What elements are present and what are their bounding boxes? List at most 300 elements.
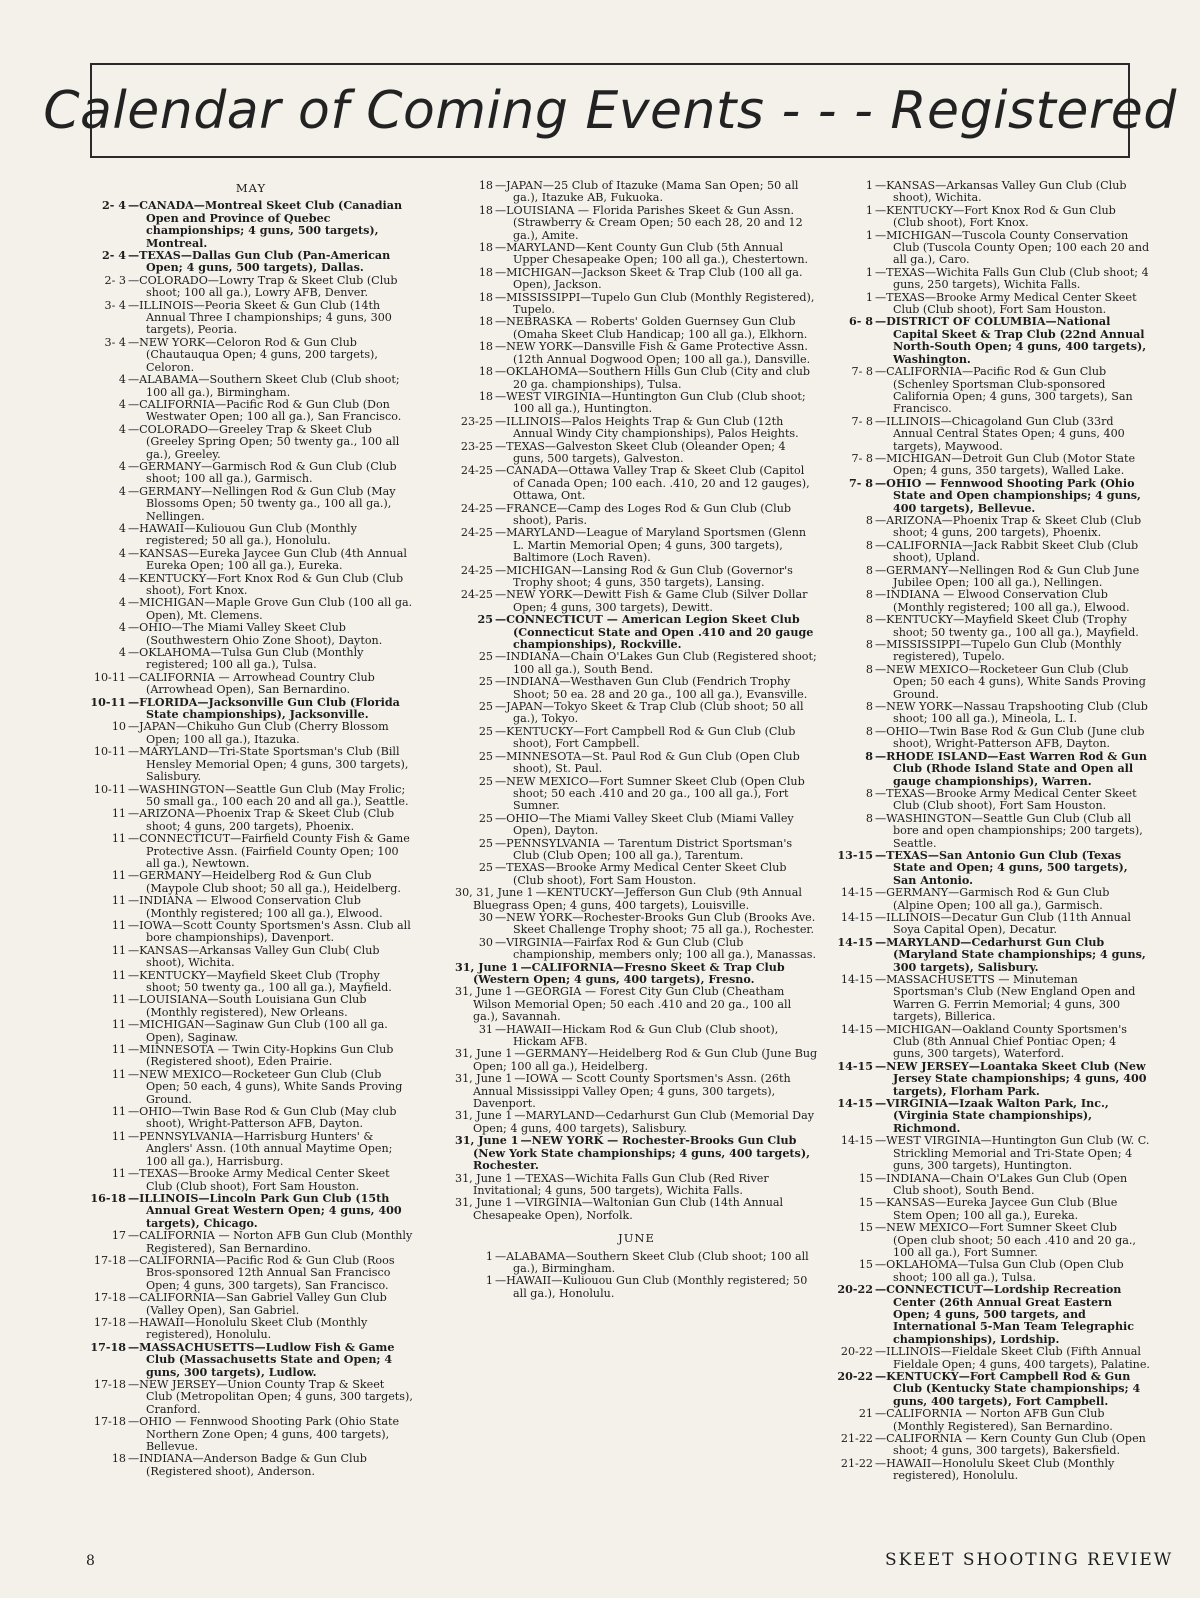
- event-date: 4: [118, 397, 126, 411]
- event-text: KENTUCKY—Jefferson Gun Club (9th Annual Bluegrass Open; 4 guns, 400 targets), Louisville.: [473, 886, 802, 912]
- event-text: ALABAMA—Southern Skeet Club (Club shoot; 100 all ga.), Birmingham.: [139, 373, 400, 399]
- event-text: CONNECTICUT — American Legion Skeet Club (Connecticut State and Open .410 and 20 gauge championships), Rockville.: [506, 613, 814, 652]
- event-date: 7- 8: [848, 476, 873, 490]
- event-text: HAWAII—Honolulu Skeet Club (Monthly registered), Honolulu.: [139, 1315, 368, 1342]
- event-date: 4: [118, 546, 126, 560]
- event-entry: 4 —GERMANY—Nellingen Rod & Gun Club (May Blossoms Open; 50 twenty ga., 100 all ga.), Nellingen.: [88, 486, 414, 523]
- event-entry: 10-11 —MARYLAND—Tri-State Sportsman's Club (Bill Hensley Memorial Open; 4 guns, 300 targets), Salisbury.: [88, 746, 414, 783]
- event-date: 20-22: [837, 1370, 873, 1383]
- event-date: 4: [118, 621, 126, 635]
- event-entry: 14-15 —ILLINOIS—Decatur Gun Club (11th Annual Soya Capital Open), Decatur.: [835, 912, 1150, 937]
- event-text: NEW YORK — Rochester-Brooks Gun Club (New York State championships; 4 guns, 400 targets), Rochester.: [473, 1134, 810, 1173]
- event-entry: 21-22 —HAWAII—Honolulu Skeet Club (Monthly registered), Honolulu.: [835, 1458, 1150, 1483]
- event-date: 30: [478, 935, 493, 949]
- event-date: 4: [118, 459, 126, 473]
- event-entry: 18 —NEW YORK—Dansville Fish & Game Protective Assn. (12th Annual Dogwood Open; 100 all ga.), Dansville.: [455, 341, 818, 366]
- event-date: 16-18: [90, 1191, 126, 1205]
- event-text: DISTRICT OF COLUMBIA—National Capital Skeet & Trap Club (22nd Annual North-South Open; 4 guns, 400 targets), Washington.: [886, 315, 1147, 366]
- event-text: CONNECTICUT—Lordship Recreation Center (26th Annual Great Eastern Open; 4 guns, 500 targets, and International 5-Man Team Telegraphic championships), Lordship.: [886, 1283, 1135, 1346]
- event-entry: 10-11 —WASHINGTON—Seattle Gun Club (May Frolic; 50 small ga., 100 each 20 and all ga.), Seattle.: [88, 784, 414, 809]
- event-date: 10-11: [93, 670, 126, 684]
- event-date: 8: [865, 786, 873, 800]
- event-date: 10-11: [93, 745, 126, 759]
- event-entry: 11 —MINNESOTA — Twin City-Hopkins Gun Club (Registered shoot), Eden Prairie.: [88, 1044, 414, 1069]
- event-entry: 8 —RHODE ISLAND—East Warren Rod & Gun Club (Rhode Island State and Open all gauge championships), Warren.: [835, 751, 1150, 788]
- event-text: COLORADO—Lowry Trap & Skeet Club (Club shoot; 100 all ga.), Lowry AFB, Denver.: [139, 273, 398, 300]
- event-entry: 17-18 —CALIFORNIA—San Gabriel Valley Gun Club (Valley Open), San Gabriel.: [88, 1292, 414, 1317]
- event-entry: 25 —INDIANA—Westhaven Gun Club (Fendrich Trophy Shoot; 50 ea. 28 and 20 ga., 100 all ga.), Evansville.: [455, 676, 818, 701]
- event-text: MARYLAND—League of Maryland Sportsmen (Glenn L. Martin Memorial Open; 4 guns, 300 targets), Baltimore (Loch Raven).: [506, 526, 807, 565]
- event-text: WEST VIRGINIA—Huntington Gun Club (Club shoot; 100 all ga.), Huntington.: [506, 389, 806, 416]
- event-entry: 31, June 1 —VIRGINIA—Waltonian Gun Club (14th Annual Chesapeake Open), Norfolk.: [455, 1196, 784, 1222]
- event-entry: 25 —CONNECTICUT — American Legion Skeet Club (Connecticut State and Open .410 and 20 gauge championships), Rockville.: [455, 614, 818, 651]
- event-entry: 18 —MICHIGAN—Jackson Skeet & Trap Club (100 all ga. Open), Jackson.: [455, 267, 818, 292]
- event-entry: 31, June 1 —IOWA — Scott County Sportsmen's Assn. (26th Annual Mississippi Valley Open; 4 guns, 300 targets), Davenport.: [455, 1072, 791, 1111]
- month-heading: MAY: [235, 181, 267, 195]
- event-text: KENTUCKY—Fort Campbell Rod & Gun Club (Club shoot), Fort Campbell.: [506, 724, 796, 751]
- event-entry: 17-18 —MASSACHUSETTS—Ludlow Fish & Game Club (Massachusetts State and Open; 4 guns, 300 targets), Ludlow.: [88, 1342, 414, 1379]
- event-date: 18: [478, 389, 493, 403]
- event-date: 31, June 1: [455, 1134, 519, 1148]
- event-date: 25: [478, 724, 493, 738]
- event-entry: 11 —GERMANY—Heidelberg Rod & Gun Club (Maypole Club shoot; 50 all ga.), Heidelberg.: [88, 870, 414, 895]
- event-entry: 7- 8 —MICHIGAN—Detroit Gun Club (Motor State Open; 4 guns, 350 targets), Walled Lake.: [835, 453, 1150, 478]
- event-date: 7- 8: [851, 414, 873, 428]
- event-date: 8: [865, 613, 873, 627]
- event-text: OKLAHOMA—Tulsa Gun Club (Monthly registered; 100 all ga.), Tulsa.: [139, 646, 364, 672]
- event-text: NEW YORK—Rochester-Brooks Gun Club (Brooks Ave. Skeet Challenge Trophy shoot; 75 all ga.), Rochester.: [506, 910, 816, 937]
- calendar-column-1: [88, 180, 414, 1478]
- event-date: 1: [865, 290, 873, 304]
- event-text: HAWAII—Kuliouou Gun Club (Monthly registered; 50 all ga.), Honolulu.: [506, 1274, 808, 1300]
- event-entry: 8 —GERMANY—Nellingen Rod & Gun Club June Jubilee Open; 100 all ga.), Nellingen.: [835, 565, 1150, 590]
- event-text: GERMANY—Garmisch Rod & Gun Club (Club shoot; 100 all ga.), Garmisch.: [139, 459, 397, 486]
- event-entry: 15 —NEW MEXICO—Fort Sumner Skeet Club (Open club shoot; 50 each .410 and 20 ga., 100 all ga.), Fort Sumner.: [835, 1222, 1150, 1259]
- event-entry: 18 —LOUISIANA — Florida Parishes Skeet & Gun Assn. (Strawberry & Cream Open; 50 each 28, 20 and 12 ga.), Amite.: [455, 205, 818, 242]
- event-text: INDIANA—Westhaven Gun Club (Fendrich Trophy Shoot; 50 ea. 28 and 20 ga., 100 all ga.), Evansville.: [506, 675, 808, 701]
- event-entry: 4 —ALABAMA—Southern Skeet Club (Club shoot; 100 all ga.), Birmingham.: [88, 374, 414, 399]
- event-date: 18: [478, 315, 493, 329]
- event-entry: 15 —OKLAHOMA—Tulsa Gun Club (Open Club shoot; 100 all ga.), Tulsa.: [835, 1259, 1150, 1284]
- event-entry: 31, June 1 —NEW YORK — Rochester-Brooks Gun Club (New York State championships; 4 guns, 400 targets), Rochester.: [455, 1134, 810, 1173]
- event-entry: 17-18 —CALIFORNIA—Pacific Rod & Gun Club (Roos Bros-sponsored 12th Annual San Francisco Open; 4 guns, 300 targets), San Francisco.: [88, 1255, 414, 1292]
- event-text: KENTUCKY—Fort Knox Rod & Gun Club (Club shoot), Fort Knox.: [886, 203, 1116, 230]
- event-text: MISSISSIPPI—Tupelo Gun Club (Monthly Registered), Tupelo.: [506, 290, 815, 317]
- event-text: GERMANY—Nellingen Rod & Gun Club (May Blossoms Open; 50 twenty ga., 100 all ga.), Nellingen.: [139, 484, 396, 523]
- page-number: 8: [86, 1553, 95, 1569]
- event-text: WASHINGTON—Seattle Gun Club (Club all bore and open championships; 200 targets), Seattle.: [886, 811, 1143, 850]
- event-text: MARYLAND—Cedarhurst Gun Club (Memorial Day Open; 4 guns, 400 targets), Salisbury.: [473, 1109, 815, 1135]
- event-entry: 7- 8 —CALIFORNIA—Pacific Rod & Gun Club (Schenley Sportsman Club-sponsored California Open; 4 guns, 300 targets), San Francisco.: [835, 366, 1150, 416]
- event-text: HAWAII—Kuliouou Gun Club (Monthly registered; 50 all ga.), Honolulu.: [139, 521, 357, 548]
- event-entry: 4 —KENTUCKY—Fort Knox Rod & Gun Club (Club shoot), Fort Knox.: [88, 573, 414, 598]
- event-entry: 30, 31, June 1 —KENTUCKY—Jefferson Gun Club (9th Annual Bluegrass Open; 4 guns, 400 targets), Louisville.: [455, 886, 802, 912]
- event-text: MINNESOTA—St. Paul Rod & Gun Club (Open Club shoot), St. Paul.: [506, 749, 800, 776]
- event-entry: 4 —GERMANY—Garmisch Rod & Gun Club (Club shoot; 100 all ga.), Garmisch.: [88, 461, 414, 486]
- event-entry: 2- 3 —COLORADO—Lowry Trap & Skeet Club (Club shoot; 100 all ga.), Lowry AFB, Denver.: [88, 275, 414, 300]
- event-entry: 3- 4 —NEW YORK—Celoron Rod & Gun Club (Chautauqua Open; 4 guns, 200 targets), Celoron.: [88, 337, 414, 374]
- event-text: KANSAS—Eureka Jaycee Gun Club (4th Annual Eureka Open; 100 all ga.), Eureka.: [139, 546, 407, 573]
- event-date: 30: [478, 910, 493, 924]
- event-date: 10-11: [93, 782, 126, 796]
- event-text: OHIO—The Miami Valley Skeet Club (Southwestern Ohio Zone Shoot), Dayton.: [139, 621, 383, 647]
- event-text: WEST VIRGINIA—Huntington Gun Club (W. C. Strickling Memorial and Tri-State Open; 4 guns, 300 targets), Huntington.: [886, 1134, 1150, 1173]
- event-text: ILLINOIS—Fieldale Skeet Club (Fifth Annual Fieldale Open; 4 guns, 400 targets), Palatine.: [886, 1345, 1150, 1371]
- event-text: MARYLAND—Tri-State Sportsman's Club (Bill Hensley Memorial Open; 4 guns, 300 targets), Salisbury.: [139, 745, 409, 784]
- event-entry: 4 —KANSAS—Eureka Jaycee Gun Club (4th Annual Eureka Open; 100 all ga.), Eureka.: [88, 548, 414, 573]
- event-entry: 25 —OHIO—The Miami Valley Skeet Club (Miami Valley Open), Dayton.: [455, 813, 818, 838]
- event-text: TEXAS—Wichita Falls Gun Club (Club shoot; 4 guns, 250 targets), Wichita Falls.: [886, 265, 1149, 292]
- event-text: TEXAS—Galveston Skeet Club (Oleander Open; 4 guns, 500 targets), Galveston.: [506, 439, 786, 465]
- event-entry: 8 —TEXAS—Brooke Army Medical Center Skeet Club (Club shoot), Fort Sam Houston.: [835, 788, 1150, 813]
- event-date: 23-25: [460, 439, 493, 453]
- event-text: COLORADO—Greeley Trap & Skeet Club (Greeley Spring Open; 50 twenty ga., 100 all ga.), Greeley.: [139, 422, 400, 461]
- event-entry: 8 —OHIO—Twin Base Rod & Gun Club (June club shoot), Wright-Patterson AFB, Dayton.: [835, 726, 1150, 751]
- event-text: ILLINOIS—Chicagoland Gun Club (33rd Annual Central States Open; 4 guns, 400 targets), Maywood.: [886, 414, 1125, 453]
- event-text: CALIFORNIA — Norton AFB Gun Club (Monthly Registered), San Bernardino.: [886, 1407, 1113, 1433]
- event-date: 11: [111, 943, 126, 957]
- event-text: TEXAS—Brooke Army Medical Center Skeet Club (Club shoot), Fort Sam Houston.: [886, 786, 1137, 813]
- calendar-column-2: [455, 180, 818, 1300]
- event-text: ARIZONA—Phoenix Trap & Skeet Club (Club shoot; 4 guns, 200 targets), Phoenix.: [886, 513, 1142, 540]
- event-entry: 24-25 —CANADA—Ottawa Valley Trap & Skeet Club (Capitol of Canada Open; 100 each. .410, 20 and 12 gauges), Ottawa, Ont.: [455, 465, 818, 502]
- event-entry: 25 —JAPAN—Tokyo Skeet & Trap Club (Club shoot; 50 all ga.), Tokyo.: [455, 701, 818, 726]
- event-entry: 7- 8 —ILLINOIS—Chicagoland Gun Club (33rd Annual Central States Open; 4 guns, 400 targets), Maywood.: [835, 416, 1150, 453]
- event-date: 11: [111, 894, 126, 908]
- event-text: NEW YORK—Nassau Trapshooting Club (Club shoot; 100 all ga.), Mineola, L. I.: [886, 700, 1148, 726]
- event-text: MASSACHUSETTS — Minuteman Sportsman's Club (New England Open and Warren G. Ferrin Memorial; 4 guns, 300 targets), Billerica.: [886, 973, 1136, 1024]
- event-date: 7- 8: [851, 451, 873, 465]
- event-text: PENNSYLVANIA—Harrisburg Hunters' & Anglers' Assn. (10th annual Maytime Open; 100 all ga.), Harrisburg.: [139, 1129, 393, 1168]
- event-date: 17-18: [93, 1378, 126, 1391]
- event-text: NEW JERSEY—Union County Trap & Skeet Club (Metropolitan Open; 4 guns, 300 targets), Cranford.: [139, 1378, 413, 1416]
- event-entry: 20-22 —KENTUCKY—Fort Campbell Rod & Gun Club (Kentucky State championships; 4 guns, 400 targets), Fort Campbell.: [835, 1371, 1150, 1408]
- event-entry: 11 —MICHIGAN—Saginaw Gun Club (100 all ga. Open), Saginaw.: [88, 1019, 414, 1044]
- event-entry: 20-22 —ILLINOIS—Fieldale Skeet Club (Fifth Annual Fieldale Open; 4 guns, 400 targets), Palatine.: [835, 1346, 1150, 1371]
- event-date: 14-15: [840, 910, 873, 924]
- event-date: 10-11: [90, 695, 126, 709]
- event-text: CALIFORNIA — Norton AFB Gun Club (Monthly Registered), San Bernardino.: [139, 1229, 413, 1255]
- event-entry: 7- 8 —OHIO — Fennwood Shooting Park (Ohio State and Open championships; 4 guns, 400 targets), Bellevue.: [835, 478, 1150, 515]
- event-text: ALABAMA—Southern Skeet Club (Club shoot; 100 all ga.), Birmingham.: [506, 1249, 809, 1275]
- event-entry: 8 —INDIANA — Elwood Conservation Club (Monthly registered; 100 all ga.), Elwood.: [835, 589, 1150, 614]
- event-date: 14-15: [837, 935, 873, 949]
- event-text: INDIANA—Chain O'Lakes Gun Club (Open Club shoot), South Bend.: [886, 1171, 1128, 1197]
- event-entry: 11 —KENTUCKY—Mayfield Skeet Club (Trophy shoot; 50 twenty ga., 100 all ga.), Mayfield.: [88, 970, 414, 995]
- event-date: 25: [478, 675, 493, 689]
- event-date: 25: [478, 861, 493, 875]
- event-text: INDIANA — Elwood Conservation Club (Monthly registered; 100 all ga.), Elwood.: [139, 894, 383, 920]
- event-date: 11: [111, 968, 126, 982]
- event-date: 11: [111, 1067, 126, 1081]
- event-entry: 11 —PENNSYLVANIA—Harrisburg Hunters' & Anglers' Assn. (10th annual Maytime Open; 100 all ga.), Harrisburg.: [88, 1131, 414, 1168]
- event-date: 25: [478, 836, 493, 850]
- event-text: CALIFORNIA—Pacific Rod & Gun Club (Roos Bros-sponsored 12th Annual San Francisco Open; 4 guns, 300 targets), San Francisco.: [139, 1253, 395, 1292]
- event-date: 17: [111, 1229, 126, 1243]
- event-text: CANADA—Ottawa Valley Trap & Skeet Club (Capitol of Canada Open; 100 each. .410, 20 and 12 gauges), Ottawa, Ont.: [506, 464, 810, 503]
- event-entry: 14-15 —MASSACHUSETTS — Minuteman Sportsman's Club (New England Open and Warren G. Ferrin Memorial; 4 guns, 300 targets), Billerica.: [835, 974, 1150, 1024]
- event-text: NEW MEXICO—Fort Sumner Skeet Club (Open Club shoot; 50 each .410 and 20 ga., 100 all ga.), Fort Sumner.: [506, 774, 805, 813]
- event-date: 31, June 1: [455, 1072, 513, 1086]
- event-entry: 3- 4 —ILLINOIS—Peoria Skeet & Gun Club (14th Annual Three I championships; 4 guns, 300 targets), Peoria.: [88, 300, 414, 337]
- event-date: 2- 4: [101, 199, 126, 213]
- event-text: KENTUCKY—Mayfield Skeet Club (Trophy shoot; 50 twenty ga., 100 all ga.), Mayfield.: [886, 613, 1139, 639]
- event-text: MARYLAND—Cedarhurst Gun Club (Maryland State championships; 4 guns, 300 targets), Salisbury.: [886, 935, 1146, 974]
- event-date: 4: [118, 596, 126, 610]
- event-date: 31, June 1: [455, 985, 513, 999]
- event-date: 2- 3: [104, 273, 126, 287]
- event-text: TEXAS—Brooke Army Medical Center Skeet Club (Club shoot), Fort Sam Houston.: [139, 1167, 390, 1193]
- event-text: GERMANY—Heidelberg Rod & Gun Club (June Bug Open; 100 all ga.), Heidelberg.: [473, 1047, 818, 1073]
- event-text: CANADA—Montreal Skeet Club (Canadian Open and Province of Quebec championships; 4 guns, 500 targets), Montreal.: [139, 199, 403, 250]
- event-date: 1: [865, 228, 873, 242]
- event-date: 15: [858, 1196, 873, 1210]
- event-entry: 25 —TEXAS—Brooke Army Medical Center Skeet Club (Club shoot), Fort Sam Houston.: [455, 862, 818, 887]
- event-date: 15: [858, 1171, 873, 1185]
- event-text: NEW JERSEY—Loantaka Skeet Club (New Jersey State championships; 4 guns, 400 targets), Florham Park.: [886, 1059, 1147, 1098]
- event-date: 11: [111, 1018, 126, 1032]
- event-date: 14-15: [840, 1134, 873, 1148]
- event-text: GEORGIA — Forest City Gun Club (Cheatham Wilson Memorial Open; 50 each .410 and 20 ga., 100 all ga.), Savannah.: [473, 985, 792, 1024]
- event-text: MISSISSIPPI—Tupelo Gun Club (Monthly registered), Tupelo.: [886, 638, 1122, 664]
- event-date: 21: [858, 1407, 873, 1421]
- event-entry: 31, June 1 —TEXAS—Wichita Falls Gun Club (Red River Invitational; 4 guns, 500 targets), Wichita Falls.: [455, 1171, 769, 1197]
- event-date: 8: [865, 638, 873, 652]
- event-date: 11: [111, 918, 126, 932]
- event-text: HAWAII—Honolulu Skeet Club (Monthly registered), Honolulu.: [886, 1456, 1115, 1483]
- event-entry: 8 —NEW MEXICO—Rocketeer Gun Club (Club Open; 50 each 4 guns), White Sands Proving Ground.: [835, 664, 1150, 701]
- event-date: 21-22: [840, 1432, 873, 1446]
- event-date: 4: [118, 646, 126, 660]
- event-entry: 15 —INDIANA—Chain O'Lakes Gun Club (Open Club shoot), South Bend.: [835, 1173, 1150, 1198]
- event-date: 4: [118, 571, 126, 585]
- event-date: 31, June 1: [455, 1196, 513, 1210]
- event-date: 8: [865, 749, 873, 763]
- event-text: CALIFORNIA — Arrowhead Country Club (Arrowhead Open), San Bernardino.: [139, 670, 375, 697]
- event-text: NEBRASKA — Roberts' Golden Guernsey Gun Club (Omaha Skeet Club Handicap; 100 all ga.), Elkhorn.: [506, 315, 808, 341]
- event-text: INDIANA—Chain O'Lakes Gun Club (Registered shoot; 100 all ga.), South Bend.: [506, 650, 817, 676]
- event-date: 31, June 1: [455, 1047, 513, 1061]
- event-entry: 11 —KANSAS—Arkansas Valley Gun Club( Club shoot), Wichita.: [88, 945, 414, 970]
- event-text: OHIO — Fennwood Shooting Park (Ohio State and Open championships; 4 guns, 400 targets), Bellevue.: [886, 476, 1141, 515]
- event-date: 8: [865, 662, 873, 676]
- event-date: 17-18: [93, 1291, 126, 1305]
- event-entry: 4 —COLORADO—Greeley Trap & Skeet Club (Greeley Spring Open; 50 twenty ga., 100 all ga.), Greeley.: [88, 424, 414, 461]
- event-date: 24-25: [460, 464, 493, 478]
- event-entry: 11 —TEXAS—Brooke Army Medical Center Skeet Club (Club shoot), Fort Sam Houston.: [88, 1168, 414, 1193]
- event-date: 13-15: [837, 848, 873, 862]
- event-entry: 23-25 —TEXAS—Galveston Skeet Club (Oleander Open; 4 guns, 500 targets), Galveston.: [455, 441, 818, 466]
- event-date: 4: [118, 422, 126, 436]
- event-entry: 24-25 —NEW YORK—Dewitt Fish & Game Club (Silver Dollar Open; 4 guns, 300 targets), Dewitt.: [455, 589, 818, 614]
- event-date: 31, June 1: [455, 1109, 513, 1123]
- event-date: 24-25: [460, 563, 493, 577]
- event-date: 25: [478, 749, 493, 763]
- event-entry: 4 —CALIFORNIA—Pacific Rod & Gun Club (Don Westwater Open; 100 all ga.), San Francisco.: [88, 399, 414, 424]
- event-text: TEXAS—Brooke Army Medical Center Skeet Club (Club shoot), Fort Sam Houston.: [506, 861, 787, 887]
- event-text: MASSACHUSETTS—Ludlow Fish & Game Club (Massachusetts State and Open; 4 guns, 300 targets), Ludlow.: [139, 1340, 395, 1379]
- event-date: 11: [111, 1043, 126, 1057]
- event-text: JAPAN—Chikuho Gun Club (Cherry Blossom Open; 100 all ga.), Itazuka.: [139, 720, 389, 746]
- event-text: CALIFORNIA—Pacific Rod & Gun Club (Don Westwater Open; 100 all ga.), San Francisco.: [139, 397, 402, 424]
- event-text: CALIFORNIA—Pacific Rod & Gun Club (Schenley Sportsman Club-sponsored California Open; 4 guns, 300 targets), San Francisco.: [886, 365, 1133, 416]
- event-date: 8: [865, 588, 873, 602]
- event-entry: 17-18 —HAWAII—Honolulu Skeet Club (Monthly registered), Honolulu.: [88, 1317, 414, 1342]
- event-entry: 14-15 —VIRGINIA—Izaak Walton Park, Inc., (Virginia State championships), Richmond.: [835, 1098, 1150, 1135]
- event-date: 24-25: [460, 588, 493, 602]
- event-date: 17-18: [93, 1415, 126, 1429]
- event-text: IOWA — Scott County Sportsmen's Assn. (26th Annual Mississippi Valley Open; 4 guns, 300 targets), Davenport.: [473, 1072, 791, 1111]
- event-text: VIRGINIA—Fairfax Rod & Gun Club (Club championship, members only; 100 all ga.), Manassas.: [506, 935, 816, 962]
- event-text: CONNECTICUT—Fairfield County Fish & Game Protective Assn. (Fairfield County Open; 100 all ga.), Newtown.: [139, 832, 410, 870]
- event-entry: 18 —MISSISSIPPI—Tupelo Gun Club (Monthly Registered), Tupelo.: [455, 292, 818, 317]
- event-date: 15: [858, 1258, 873, 1272]
- event-date: 14-15: [837, 1097, 873, 1111]
- event-text: KENTUCKY—Fort Knox Rod & Gun Club (Club shoot), Fort Knox.: [139, 571, 404, 597]
- event-entry: 8 —NEW YORK—Nassau Trapshooting Club (Club shoot; 100 all ga.), Mineola, L. I.: [835, 701, 1150, 726]
- event-entry: 1 —TEXAS—Brooke Army Medical Center Skeet Club (Club shoot), Fort Sam Houston.: [835, 292, 1150, 317]
- event-text: NEW YORK—Celoron Rod & Gun Club (Chautauqua Open; 4 guns, 200 targets), Celoron.: [139, 335, 378, 374]
- event-text: ILLINOIS—Palos Heights Trap & Gun Club (12th Annual Windy City championships), Palos Heights.: [506, 414, 799, 441]
- event-date: 10: [111, 720, 126, 734]
- event-date: 8: [865, 513, 873, 527]
- event-entry: 1 —KANSAS—Arkansas Valley Gun Club (Club shoot), Wichita.: [835, 180, 1150, 205]
- event-date: 25: [477, 613, 493, 627]
- event-entry: 30 —VIRGINIA—Fairfax Rod & Gun Club (Club championship, members only; 100 all ga.), Manassas.: [455, 937, 818, 962]
- event-entry: 31, June 1 —GEORGIA — Forest City Gun Club (Cheatham Wilson Memorial Open; 50 each .410 and 20 ga., 100 all ga.), Savannah.: [455, 985, 792, 1024]
- event-entry: 17-18 —NEW JERSEY—Union County Trap & Skeet Club (Metropolitan Open; 4 guns, 300 targets), Cranford.: [88, 1379, 414, 1416]
- event-date: 14-15: [840, 886, 873, 900]
- event-text: WASHINGTON—Seattle Gun Club (May Frolic; 50 small ga., 100 each 20 and all ga.), Seattle.: [139, 782, 409, 808]
- event-text: NEW MEXICO—Rocketeer Gun Club (Club Open; 50 each 4 guns), White Sands Proving Ground.: [886, 662, 1146, 701]
- event-date: 31, June 1: [455, 1171, 513, 1185]
- event-entry: 20-22 —CONNECTICUT—Lordship Recreation Center (26th Annual Great Eastern Open; 4 guns, 500 targets, and International 5-Man Team Telegraphic championships), Lordship.: [835, 1284, 1150, 1346]
- event-text: GERMANY—Heidelberg Rod & Gun Club (Maypole Club shoot; 50 all ga.), Heidelberg.: [139, 869, 401, 895]
- event-date: 4: [118, 521, 126, 535]
- event-text: NEW MEXICO—Fort Sumner Skeet Club (Open club shoot; 50 each .410 and 20 ga., 100 all ga.), Fort Sumner.: [886, 1221, 1136, 1259]
- event-entry: 4 —OKLAHOMA—Tulsa Gun Club (Monthly registered; 100 all ga.), Tulsa.: [88, 647, 414, 672]
- event-text: LOUISIANA—South Louisiana Gun Club (Monthly registered), New Orleans.: [139, 993, 367, 1019]
- event-text: OKLAHOMA—Tulsa Gun Club (Open Club shoot; 100 all ga.), Tulsa.: [886, 1258, 1124, 1284]
- event-entry: 25 —PENNSYLVANIA — Tarentum District Sportsman's Club (Club Open; 100 all ga.), Tarentum.: [455, 838, 818, 863]
- event-text: NEW YORK—Dansville Fish & Game Protective Assn. (12th Annual Dogwood Open; 100 all ga.), Dansville.: [506, 340, 811, 366]
- event-entry: 14-15 —NEW JERSEY—Loantaka Skeet Club (New Jersey State championships; 4 guns, 400 targets), Florham Park.: [835, 1061, 1150, 1098]
- event-text: GERMANY—Garmisch Rod & Gun Club (Alpine Open; 100 all ga.), Garmisch.: [886, 886, 1110, 912]
- month-heading: JUNE: [618, 1231, 655, 1246]
- event-date: 31: [478, 1022, 493, 1036]
- event-entry: 11 —IOWA—Scott County Sportsmen's Assn. Club all bore championships), Davenport.: [88, 920, 414, 945]
- event-text: GERMANY—Nellingen Rod & Gun Club June Jubilee Open; 100 all ga.), Nellingen.: [886, 563, 1140, 589]
- event-date: 24-25: [460, 501, 493, 515]
- calendar-column-3: [835, 180, 1150, 1483]
- event-entry: 30 —NEW YORK—Rochester-Brooks Gun Club (Brooks Ave. Skeet Challenge Trophy shoot; 75 all ga.), Rochester.: [455, 912, 818, 937]
- event-date: 8: [865, 538, 873, 552]
- event-date: 11: [111, 1167, 126, 1181]
- event-text: MARYLAND—Kent County Gun Club (5th Annual Upper Chesapeake Open; 100 all ga.), Chestertown.: [506, 241, 809, 267]
- event-date: 1: [485, 1274, 493, 1288]
- event-date: 3- 4: [104, 298, 126, 312]
- event-entry: 31, June 1 —MARYLAND—Cedarhurst Gun Club (Memorial Day Open; 4 guns, 400 targets), Salisbury.: [455, 1109, 815, 1135]
- event-entry: 11 —ARIZONA—Phoenix Trap & Skeet Club (Club shoot; 4 guns, 200 targets), Phoenix.: [88, 808, 414, 833]
- event-date: 18: [478, 241, 493, 255]
- event-entry: 4 —MICHIGAN—Maple Grove Gun Club (100 all ga. Open), Mt. Clemens.: [88, 597, 414, 622]
- event-date: 4: [118, 484, 126, 498]
- event-text: MICHIGAN—Oakland County Sportsmen's Club (8th Annual Chief Pontiac Open; 4 guns, 300 targets), Waterford.: [886, 1022, 1127, 1061]
- event-entry: 10-11 —FLORIDA—Jacksonville Gun Club (Florida State championships), Jacksonville.: [88, 697, 414, 722]
- event-entry: 1 —MICHIGAN—Tuscola County Conservation Club (Tuscola County Open; 100 each 20 and all ga.), Caro.: [835, 230, 1150, 267]
- event-date: 1: [865, 265, 873, 279]
- event-date: 8: [865, 700, 873, 714]
- event-date: 30, 31, June 1: [455, 886, 534, 900]
- event-date: 18: [111, 1452, 126, 1466]
- event-entry: 11 —CONNECTICUT—Fairfield County Fish & Game Protective Assn. (Fairfield County Open; 100 all ga.), Newtown.: [88, 833, 414, 870]
- event-entry: 6- 8 —DISTRICT OF COLUMBIA—National Capital Skeet & Trap Club (22nd Annual North-South Open; 4 guns, 400 targets), Washington.: [835, 316, 1150, 366]
- event-date: 18: [478, 265, 493, 279]
- event-text: KENTUCKY—Fort Campbell Rod & Gun Club (Kentucky State championships; 4 guns, 400 targets), Fort Campbell.: [886, 1370, 1141, 1408]
- event-date: 17-18: [93, 1315, 126, 1329]
- event-entry: 11 —LOUISIANA—South Louisiana Gun Club (Monthly registered), New Orleans.: [88, 994, 414, 1019]
- event-date: 21-22: [840, 1456, 873, 1470]
- event-text: TEXAS—San Antonio Gun Club (Texas State and Open; 4 guns, 500 targets), San Antonio.: [886, 848, 1128, 887]
- event-text: KANSAS—Eureka Jaycee Gun Club (Blue Stem Open; 100 all ga.), Eureka.: [886, 1196, 1118, 1222]
- event-date: 8: [865, 724, 873, 738]
- event-date: 14-15: [840, 973, 873, 986]
- event-text: VIRGINIA—Waltonian Gun Club (14th Annual Chesapeake Open), Norfolk.: [473, 1196, 784, 1222]
- event-text: TEXAS—Dallas Gun Club (Pan-American Open; 4 guns, 500 targets), Dallas.: [139, 249, 391, 275]
- event-date: 11: [111, 1129, 126, 1143]
- event-entry: 31, June 1 —CALIFORNIA—Fresno Skeet & Trap Club (Western Open; 4 guns, 400 targets), Fresno.: [455, 960, 785, 986]
- event-text: CALIFORNIA — Kern County Gun Club (Open shoot; 4 guns, 300 targets), Bakersfield.: [886, 1432, 1146, 1458]
- event-entry: 31, June 1 —GERMANY—Heidelberg Rod & Gun Club (June Bug Open; 100 all ga.), Heidelberg.: [455, 1047, 818, 1073]
- event-entry: 1 —HAWAII—Kuliouou Gun Club (Monthly registered; 50 all ga.), Honolulu.: [455, 1275, 818, 1300]
- event-entry: 18 —OKLAHOMA—Southern Hills Gun Club (City and club 20 ga. championships), Tulsa.: [455, 366, 818, 391]
- event-entry: 21 —CALIFORNIA — Norton AFB Gun Club (Monthly Registered), San Bernardino.: [835, 1408, 1150, 1433]
- event-entry: 16-18 —ILLINOIS—Lincoln Park Gun Club (15th Annual Great Western Open; 4 guns, 400 targets), Chicago.: [88, 1193, 414, 1230]
- event-text: JAPAN—25 Club of Itazuke (Mama San Open; 50 all ga.), Itazuke AB, Fukuoka.: [506, 179, 799, 205]
- event-text: CALIFORNIA—Jack Rabbit Skeet Club (Club shoot), Upland.: [886, 538, 1139, 565]
- event-text: CALIFORNIA—Fresno Skeet & Trap Club (Western Open; 4 guns, 400 targets), Fresno.: [473, 960, 785, 986]
- event-date: 11: [111, 993, 126, 1007]
- event-text: ILLINOIS—Decatur Gun Club (11th Annual Soya Capital Open), Decatur.: [886, 910, 1131, 937]
- event-text: OHIO—The Miami Valley Skeet Club (Miami Valley Open), Dayton.: [506, 811, 794, 838]
- event-entry: 25 —MINNESOTA—St. Paul Rod & Gun Club (Open Club shoot), St. Paul.: [455, 751, 818, 776]
- event-text: INDIANA — Elwood Conservation Club (Monthly registered; 100 all ga.), Elwood.: [886, 588, 1130, 614]
- event-text: VIRGINIA—Izaak Walton Park, Inc., (Virginia State championships), Richmond.: [886, 1097, 1109, 1135]
- event-text: MICHIGAN—Lansing Rod & Gun Club (Governor's Trophy shoot; 4 guns, 350 targets), Lansing.: [506, 563, 793, 589]
- event-date: 31, June 1: [455, 960, 519, 974]
- event-entry: 24-25 —FRANCE—Camp des Loges Rod & Gun Club (Club shoot), Paris.: [455, 503, 818, 528]
- event-entry: 1 —KENTUCKY—Fort Knox Rod & Gun Club (Club shoot), Fort Knox.: [835, 205, 1150, 230]
- event-entry: 1 —TEXAS—Wichita Falls Gun Club (Club shoot; 4 guns, 250 targets), Wichita Falls.: [835, 267, 1150, 292]
- event-text: CALIFORNIA—San Gabriel Valley Gun Club (Valley Open), San Gabriel.: [139, 1291, 387, 1317]
- event-entry: 18 —WEST VIRGINIA—Huntington Gun Club (Club shoot; 100 all ga.), Huntington.: [455, 391, 818, 416]
- event-date: 1: [865, 203, 873, 217]
- event-entry: 4 —OHIO—The Miami Valley Skeet Club (Southwestern Ohio Zone Shoot), Dayton.: [88, 622, 414, 647]
- event-text: OHIO — Fennwood Shooting Park (Ohio State Northern Zone Open; 4 guns, 400 targets), Bellevue.: [139, 1415, 400, 1454]
- event-date: 25: [478, 700, 493, 714]
- event-text: OHIO—Twin Base Rod & Gun Club (May club shoot), Wright-Patterson AFB, Dayton.: [139, 1105, 397, 1131]
- event-entry: 24-25 —MICHIGAN—Lansing Rod & Gun Club (Governor's Trophy shoot; 4 guns, 350 targets), Lansing.: [455, 565, 818, 590]
- event-date: 4: [118, 373, 126, 387]
- event-entry: 24-25 —MARYLAND—League of Maryland Sportsmen (Glenn L. Martin Memorial Open; 4 guns, 300 targets), Baltimore (Loch Raven).: [455, 527, 818, 564]
- event-date: 20-22: [837, 1283, 873, 1297]
- event-entry: 17 —CALIFORNIA — Norton AFB Gun Club (Monthly Registered), San Bernardino.: [88, 1230, 414, 1255]
- event-text: MICHIGAN—Saginaw Gun Club (100 all ga. Open), Saginaw.: [139, 1018, 388, 1044]
- event-entry: 14-15 —MARYLAND—Cedarhurst Gun Club (Maryland State championships; 4 guns, 300 targets), Salisbury.: [835, 937, 1150, 974]
- event-date: 23-25: [460, 414, 493, 428]
- event-text: NEW YORK—Dewitt Fish & Game Club (Silver Dollar Open; 4 guns, 300 targets), Dewitt.: [506, 588, 808, 614]
- event-text: KANSAS—Arkansas Valley Gun Club (Club shoot), Wichita.: [886, 179, 1127, 205]
